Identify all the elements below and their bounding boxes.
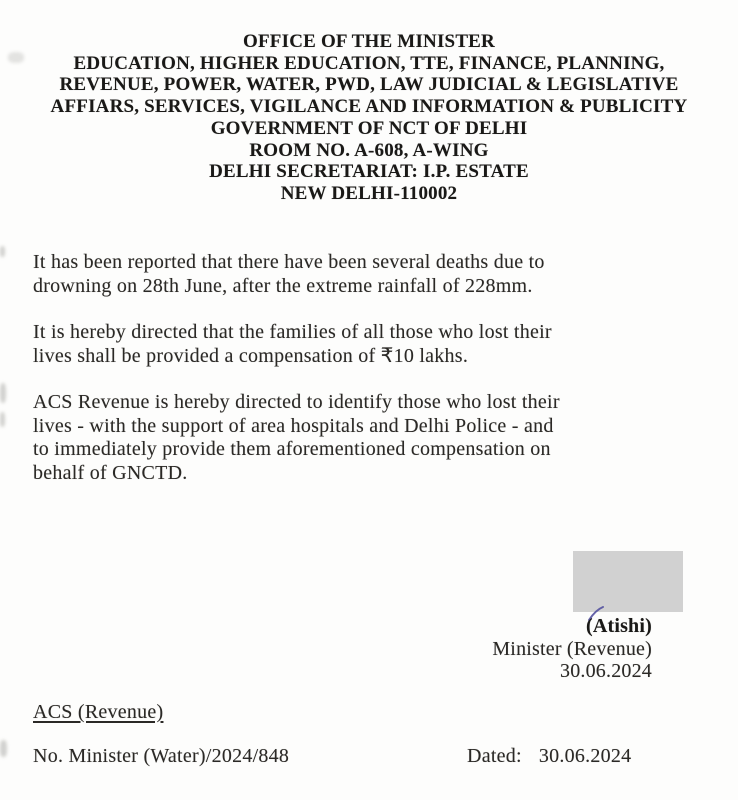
paragraph-line: drowning on 28th June, after the extreme rainfall of 228mm. <box>33 274 533 297</box>
paragraph-line: It has been reported that there have been several deaths due to <box>33 251 545 273</box>
paragraph-deaths-report <box>33 251 560 298</box>
letterhead-line-office: OFFICE OF THE MINISTER <box>243 31 495 52</box>
letterhead-line-portfolios-1: EDUCATION, HIGHER EDUCATION, TTE, FINANCE, PLANNING, <box>73 52 665 74</box>
paragraph-line: behalf of GNCTD. <box>33 461 188 484</box>
scan-artifact <box>8 52 24 63</box>
dated-line <box>467 745 631 768</box>
letterhead-line-portfolios-3: AFFIARS, SERVICES, VIGILANCE AND INFORMATION & PUBLICITY <box>50 96 688 118</box>
signature-block <box>492 615 652 683</box>
dated-label: Dated: <box>467 745 522 767</box>
paragraph-line: It is hereby directed that the families of all those who lost their <box>33 321 552 343</box>
letter-body <box>33 251 560 508</box>
dated-value: 30.06.2024 <box>538 745 632 767</box>
addressee: ACS (Revenue) <box>33 701 164 723</box>
paragraph-acs-directive <box>33 391 560 485</box>
signatory-name: (Atishi) <box>585 615 652 637</box>
signatory-designation: Minister (Revenue) <box>492 637 652 660</box>
redacted-signature-box <box>573 551 683 612</box>
letterhead <box>0 31 738 205</box>
scan-artifact <box>0 246 5 257</box>
paragraph-line: lives shall be provided a compensation of ₹10 lakhs. <box>33 344 469 367</box>
letterhead-line-city: NEW DELHI-110002 <box>280 182 458 204</box>
paragraph-line: to immediately provide them aforementioned compensation on <box>33 438 551 460</box>
paragraph-line: ACS Revenue is hereby directed to identify those who lost their <box>33 391 560 413</box>
signature-date: 30.06.2024 <box>560 660 652 683</box>
paragraph-line: lives - with the support of area hospitals and Delhi Police - and <box>33 414 554 437</box>
scan-artifact <box>0 740 7 757</box>
letterhead-line-government: GOVERNMENT OF NCT OF DELHI <box>210 117 528 139</box>
scan-artifact <box>0 412 5 427</box>
letterhead-line-portfolios-2: REVENUE, POWER, WATER, PWD, LAW JUDICIAL & LEGISLATIVE <box>59 74 679 96</box>
reference-number: No. Minister (Water)/2024/848 <box>33 745 290 767</box>
scan-artifact <box>0 383 6 403</box>
letterhead-line-secretariat: DELHI SECRETARIAT: I.P. ESTATE <box>209 161 529 183</box>
letterhead-line-room: ROOM NO. A-608, A-WING <box>249 139 489 161</box>
paragraph-compensation-directive <box>33 321 560 368</box>
